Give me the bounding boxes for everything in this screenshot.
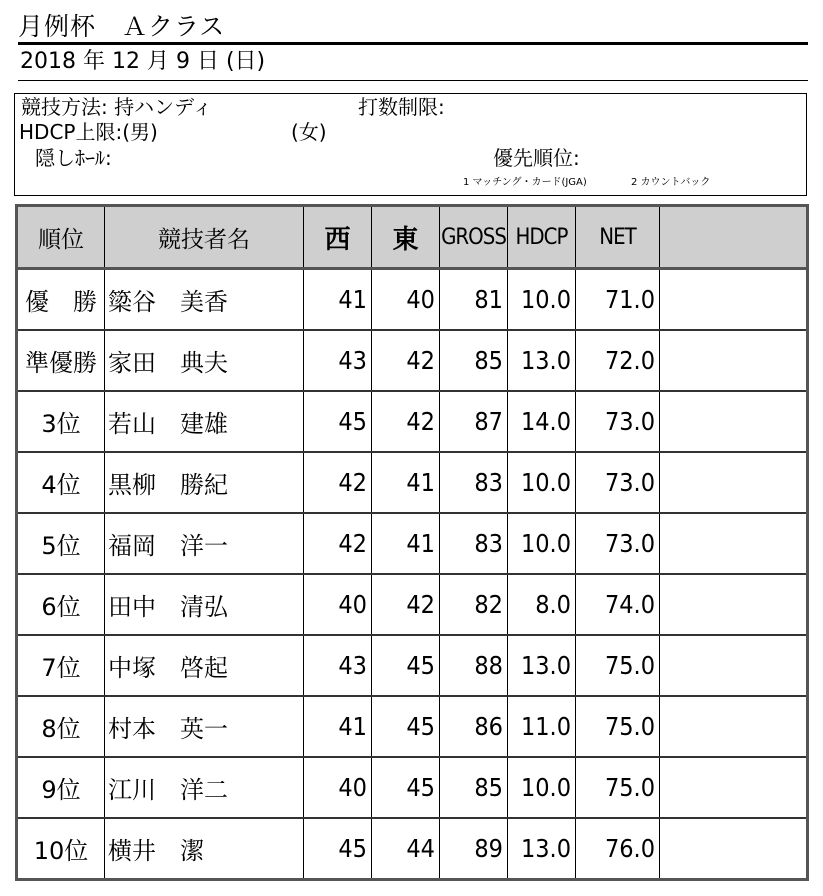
name-cell: 福岡 洋一 [105,513,304,574]
name-cell: 田中 清弘 [105,574,304,635]
gross-cell: 82 [440,574,508,635]
net-cell: 72.0 [576,330,660,391]
east-score-cell: 42 [372,330,440,391]
net-cell: 75.0 [576,696,660,757]
east-score-cell: 42 [372,574,440,635]
net-cell: 75.0 [576,635,660,696]
table-row [17,330,808,391]
west-score-cell: 45 [304,818,372,880]
name-cell: 若山 建雄 [105,391,304,452]
west-score-cell: 42 [304,452,372,513]
hidden-hole-label: 隠しﾎｰﾙ: [35,146,112,170]
east-score-cell: 41 [372,513,440,574]
header-row [17,206,808,269]
blank-cell [660,330,808,391]
net-cell: 73.0 [576,391,660,452]
net-cell: 71.0 [576,269,660,331]
gross-cell: 83 [440,452,508,513]
rank-cell: 7位 [17,635,105,696]
result-rows [17,269,808,880]
header-hdcp: HDCP [508,206,576,269]
gross-cell: 85 [440,757,508,818]
table-row [17,269,808,331]
blank-cell [660,635,808,696]
east-score-cell: 45 [372,757,440,818]
hdcp-cell: 13.0 [508,330,576,391]
table-row [17,818,808,880]
priority-label: 優先順位: [493,146,580,170]
hdcp-cell: 10.0 [508,269,576,331]
hdcp-cell: 10.0 [508,452,576,513]
event-date: 2018 年 12 月 9 日 (日) [20,49,266,74]
blank-cell [660,391,808,452]
conditions-box [14,93,807,196]
east-score-cell: 45 [372,635,440,696]
west-score-cell: 45 [304,391,372,452]
hdcp-cell: 14.0 [508,391,576,452]
rank-cell: 5位 [17,513,105,574]
hdcp-cell: 13.0 [508,818,576,880]
rank-cell: 10位 [17,818,105,880]
header-name: 競技者名 [105,206,304,269]
method-label: 競技方法: 持ハンディ [21,95,213,119]
table-row [17,452,808,513]
blank-cell [660,757,808,818]
gross-cell: 88 [440,635,508,696]
blank-cell [660,696,808,757]
rank-cell: 準優勝 [17,330,105,391]
name-cell: 黒柳 勝紀 [105,452,304,513]
rank-cell: 3位 [17,391,105,452]
gross-cell: 81 [440,269,508,331]
header-gross: GROSS [440,206,508,269]
table-row [17,757,808,818]
header-blank [660,206,808,269]
east-score-cell: 45 [372,696,440,757]
name-cell: 家田 典夫 [105,330,304,391]
table-row [17,513,808,574]
table-row [17,635,808,696]
header-east: 東 [372,206,440,269]
west-score-cell: 41 [304,696,372,757]
table-row [17,391,808,452]
gross-cell: 89 [440,818,508,880]
east-score-cell: 41 [372,452,440,513]
hdcp-limit-label: HDCP上限:(男) [19,120,158,144]
gross-cell: 86 [440,696,508,757]
priority-option-2: 2 カウントバック [631,177,711,188]
stroke-limit-label: 打数制限: [358,95,445,119]
hdcp-cell: 10.0 [508,757,576,818]
net-cell: 75.0 [576,757,660,818]
west-score-cell: 41 [304,269,372,331]
hdcp-cell: 8.0 [508,574,576,635]
hdcp-cell: 11.0 [508,696,576,757]
priority-option-1: 1 マッチング・カード(JGA) [463,177,587,188]
blank-cell [660,452,808,513]
name-cell: 簗谷 美香 [105,269,304,331]
results-table [15,204,809,881]
rank-cell: 8位 [17,696,105,757]
west-score-cell: 43 [304,635,372,696]
rank-cell: 6位 [17,574,105,635]
west-score-cell: 40 [304,757,372,818]
rank-cell: 9位 [17,757,105,818]
name-cell: 村本 英一 [105,696,304,757]
west-score-cell: 43 [304,330,372,391]
net-cell: 76.0 [576,818,660,880]
blank-cell [660,513,808,574]
name-cell: 江川 洋二 [105,757,304,818]
page-title: 月例杯 Ａクラス [18,12,808,45]
hdcp-cell: 10.0 [508,513,576,574]
rank-cell: 4位 [17,452,105,513]
blank-cell [660,269,808,331]
gross-cell: 85 [440,330,508,391]
west-score-cell: 42 [304,513,372,574]
west-score-cell: 40 [304,574,372,635]
net-cell: 74.0 [576,574,660,635]
net-cell: 73.0 [576,452,660,513]
header-net: NET [576,206,660,269]
east-score-cell: 40 [372,269,440,331]
hdcp-limit-female: (女) [291,120,327,144]
header-rank: 順位 [17,206,105,269]
header-west: 西 [304,206,372,269]
table-row [17,696,808,757]
gross-cell: 87 [440,391,508,452]
east-score-cell: 42 [372,391,440,452]
table-row [17,574,808,635]
blank-cell [660,818,808,880]
net-cell: 73.0 [576,513,660,574]
rank-cell: 優 勝 [17,269,105,331]
date-divider [18,80,808,81]
blank-cell [660,574,808,635]
east-score-cell: 44 [372,818,440,880]
name-cell: 中塚 啓起 [105,635,304,696]
name-cell: 横井 潔 [105,818,304,880]
hdcp-cell: 13.0 [508,635,576,696]
gross-cell: 83 [440,513,508,574]
